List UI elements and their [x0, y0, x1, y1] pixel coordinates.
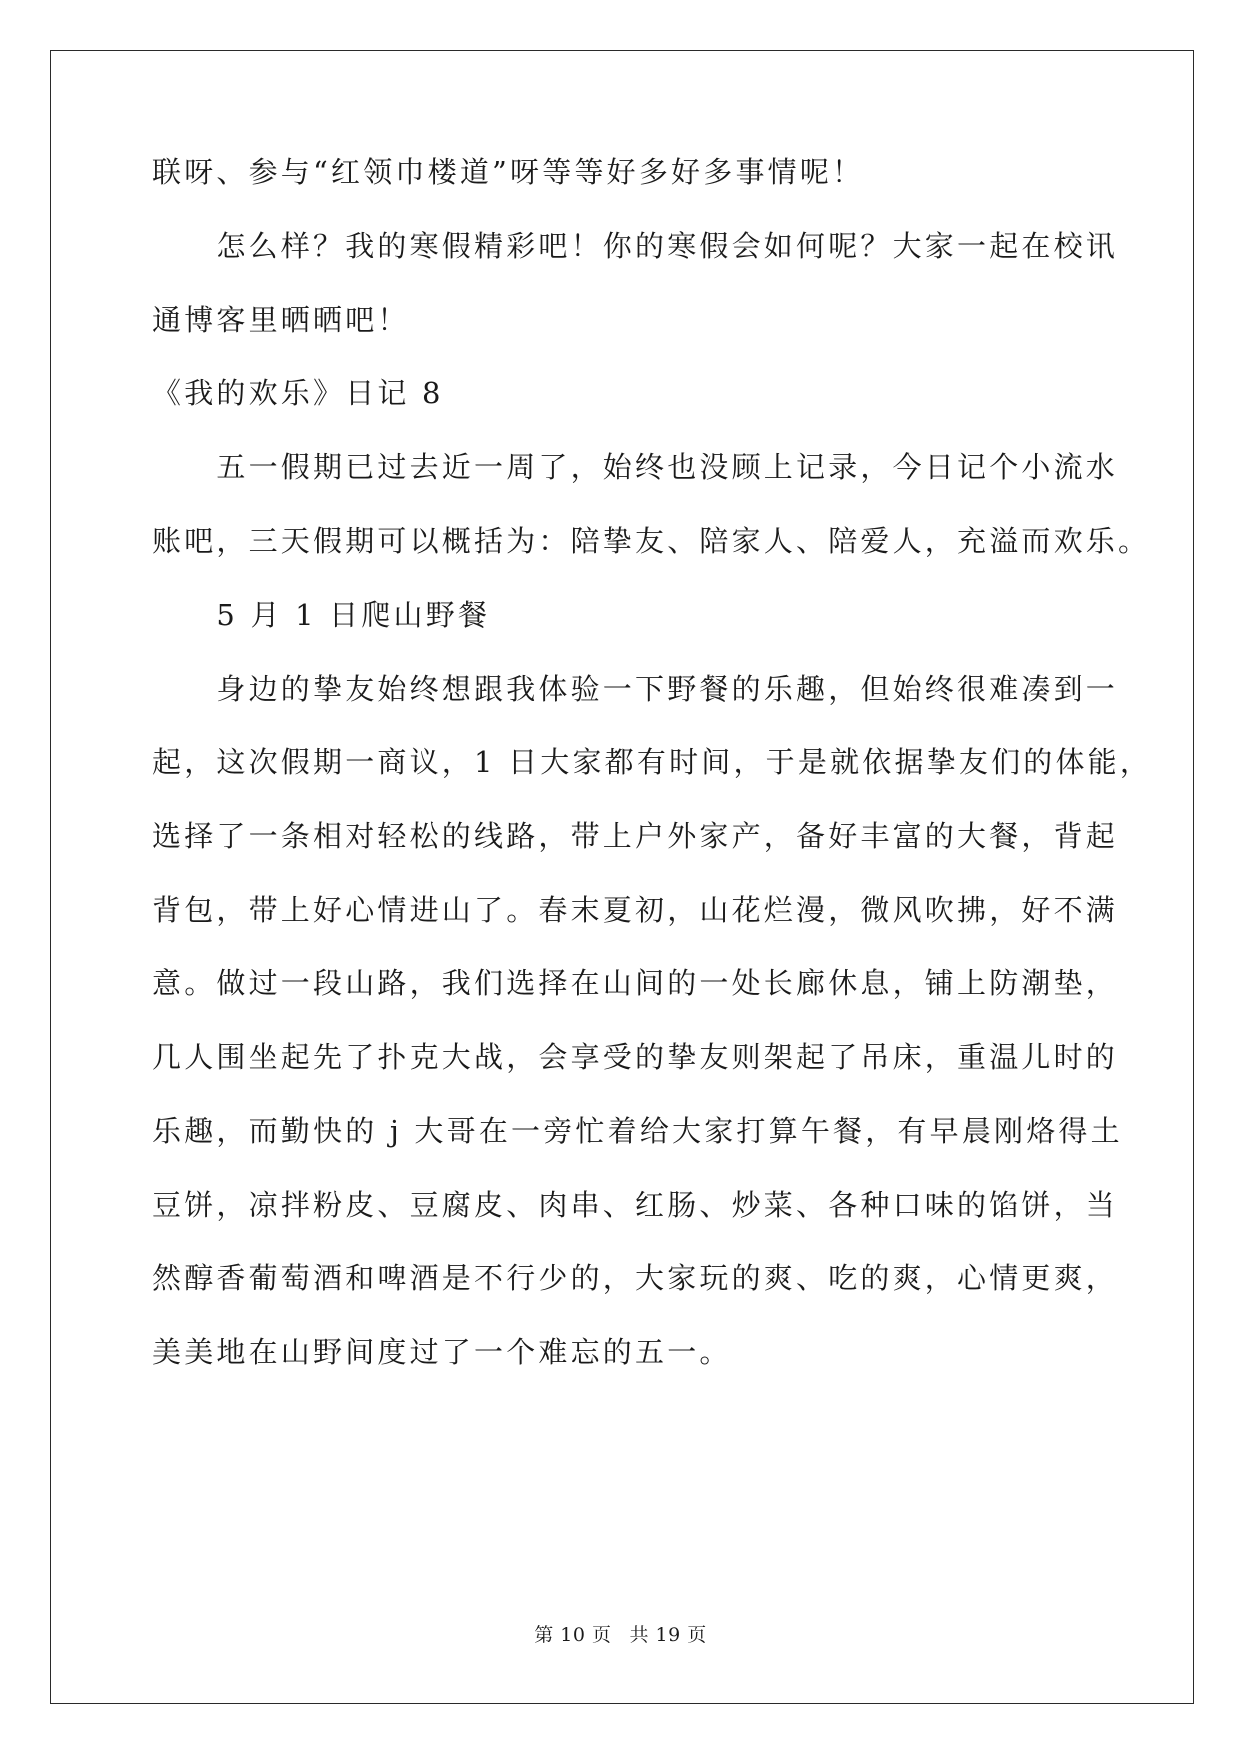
text-line: 意。做过一段山路，我们选择在山间的一处长廊休息，铺上防潮垫， — [152, 966, 1119, 1000]
page-total: 共 19 页 — [629, 1624, 707, 1646]
text-line: 豆饼，凉拌粉皮、豆腐皮、肉串、红肠、炒菜、各种口味的馅饼，当 — [152, 1188, 1119, 1222]
text-line: 起，这次假期一商议，1 日大家都有时间，于是就依据挚友们的体能， — [152, 745, 1153, 779]
text-line: 背包，带上好心情进山了。春末夏初，山花烂漫，微风吹拂，好不满 — [152, 893, 1119, 927]
text-line: 美美地在山野间度过了一个难忘的五一。 — [152, 1335, 732, 1369]
subheading: 5 月 1 日爬山野餐 — [152, 598, 491, 632]
page-footer — [0, 1620, 1241, 1647]
page-number: 第 10 页 — [534, 1624, 612, 1646]
text-line: 账吧，三天假期可以概括为：陪挚友、陪家人、陪爱人，充溢而欢乐。 — [152, 524, 1151, 558]
text-line: 通博客里晒晒吧！ — [152, 303, 410, 337]
text-line: 五一假期已过去近一周了，始终也没顾上记录，今日记个小流水 — [152, 450, 1119, 484]
text-line: 怎么样？我的寒假精彩吧！你的寒假会如何呢？大家一起在校讯 — [152, 229, 1119, 263]
text-line: 身边的挚友始终想跟我体验一下野餐的乐趣，但始终很难凑到一 — [152, 672, 1119, 706]
text-line: 联呀、参与“红领巾楼道”呀等等好多好多事情呢！ — [152, 155, 865, 189]
page-border — [50, 50, 1194, 1704]
section-heading: 《我的欢乐》日记 8 — [152, 376, 444, 410]
text-line: 选择了一条相对轻松的线路，带上户外家产，备好丰富的大餐，背起 — [152, 819, 1119, 853]
text-line: 几人围坐起先了扑克大战，会享受的挚友则架起了吊床，重温儿时的 — [152, 1040, 1119, 1074]
text-line: 乐趣，而勤快的 j 大哥在一旁忙着给大家打算午餐，有早晨刚烙得土 — [152, 1114, 1123, 1148]
text-line: 然醇香葡萄酒和啤酒是不行少的，大家玩的爽、吃的爽，心情更爽， — [152, 1261, 1119, 1295]
